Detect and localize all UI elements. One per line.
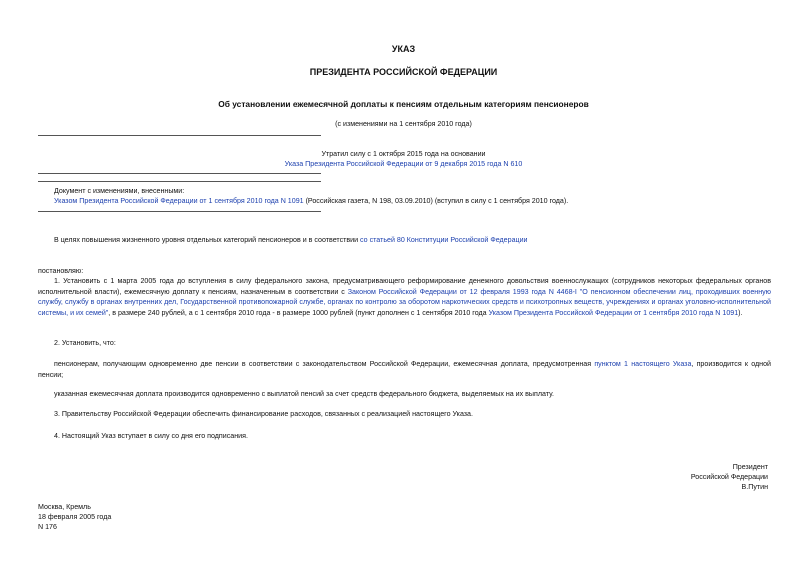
- issuer-title: ПРЕЗИДЕНТА РОССИЙСКОЙ ФЕДЕРАЦИИ: [309, 67, 498, 77]
- signature-country: Российской Федерации: [690, 473, 768, 481]
- lost-force-link-line: [0, 159, 807, 169]
- signature-title: Президент: [732, 463, 768, 471]
- item-1-text: 1. Установить с 1 марта 2005 года до вступления в силу федерального закона, предусматривающего реформирование денежного довольствия военнослужащих (сотрудников некоторых федеральных органов исполнительной власти), ежемесячную доплату к пенсиям, назначенным в соответствии с: [38, 277, 771, 296]
- amendment-decree-link[interactable]: Указом Президента Российской Федерации от 1 сентября 2010 года N 1091: [54, 197, 304, 205]
- pension-law-link[interactable]: Законом Российской Федерации от 12 февраля 1993 года N 4468-I "О пенсионном обеспечении лиц, проходивших военную службу, службу в органах внутренних дел, Государственной противопожарной службе, органах по контролю за оборотом наркотических средств и психотропных веществ, учреждениях и органах уголовно-исполнительной системы, и их семей": [38, 287, 771, 317]
- lost-force-text: Утратил силу с 1 октября 2015 года на основании: [321, 150, 486, 158]
- decree-word: постановляю:: [38, 267, 84, 275]
- lost-force-decree-link[interactable]: Указа Президента Российской Федерации от 9 декабря 2015 года N 610: [284, 160, 523, 168]
- divider: [38, 173, 321, 174]
- signature-name: В.Путин: [741, 483, 768, 491]
- item-1-text-end: ).: [738, 308, 743, 317]
- item-2a-tail: , производится к одной пенсии;: [38, 360, 771, 379]
- divider: [38, 135, 321, 136]
- item-2-clause-a: [38, 359, 771, 380]
- changes-label: Документ с изменениями, внесенными:: [54, 187, 185, 195]
- doc-type-title: УКАЗ: [391, 44, 416, 54]
- item-1-reference-link[interactable]: пунктом 1 настоящего Указа: [594, 360, 692, 368]
- constitution-article-link[interactable]: со статьей 80 Конституции Российской Федерации: [360, 236, 528, 244]
- item-2a-text: пенсионерам, получающим одновременно две пенсии в соответствии с законодательством Российской Федерации, ежемесячная доплата, предусмотренная: [54, 360, 595, 368]
- preamble: [54, 235, 774, 245]
- signing-date: 18 февраля 2005 года: [38, 513, 112, 521]
- revision-note: (с изменениями на 1 сентября 2010 года): [335, 120, 472, 128]
- preamble-text: В целях повышения жизненного уровня отдельных категорий пенсионеров и в соответствии: [54, 236, 361, 244]
- item-2-clause-b: указанная ежемесячная доплата производится одновременно с выплатой пенсий за счет средств федерального бюджета, выделяемых на их выплату.: [54, 390, 554, 398]
- item-4-paragraph: 4. Настоящий Указ вступает в силу со дня его подписания.: [54, 432, 248, 440]
- changes-line: [54, 196, 784, 206]
- decree-number: N 176: [38, 523, 57, 531]
- divider: [38, 211, 321, 212]
- item-3-paragraph: 3. Правительству Российской Федерации обеспечить финансирование расходов, связанных с реализацией настоящего Указа.: [54, 410, 473, 418]
- amendment-source: (Российская газета, N 198, 03.09.2010) (вступил в силу с 1 сентября 2010 года).: [303, 197, 569, 205]
- signing-place: Москва, Кремль: [38, 503, 91, 511]
- item-2-lead: 2. Установить, что:: [54, 339, 116, 347]
- item-1-paragraph: [38, 276, 771, 318]
- item-1-text-cont: , в размере 240 рублей, а с 1 сентября 2010 года - в размере 1000 рублей (пункт дополнен с 1 сентября 2010 года: [108, 308, 489, 317]
- amendment-decree-link-2[interactable]: Указом Президента Российской Федерации от 1 сентября 2010 года N 1091: [488, 308, 739, 317]
- divider: [38, 181, 321, 182]
- document-heading: Об установлении ежемесячной доплаты к пенсиям отдельным категориям пенсионеров: [218, 99, 589, 109]
